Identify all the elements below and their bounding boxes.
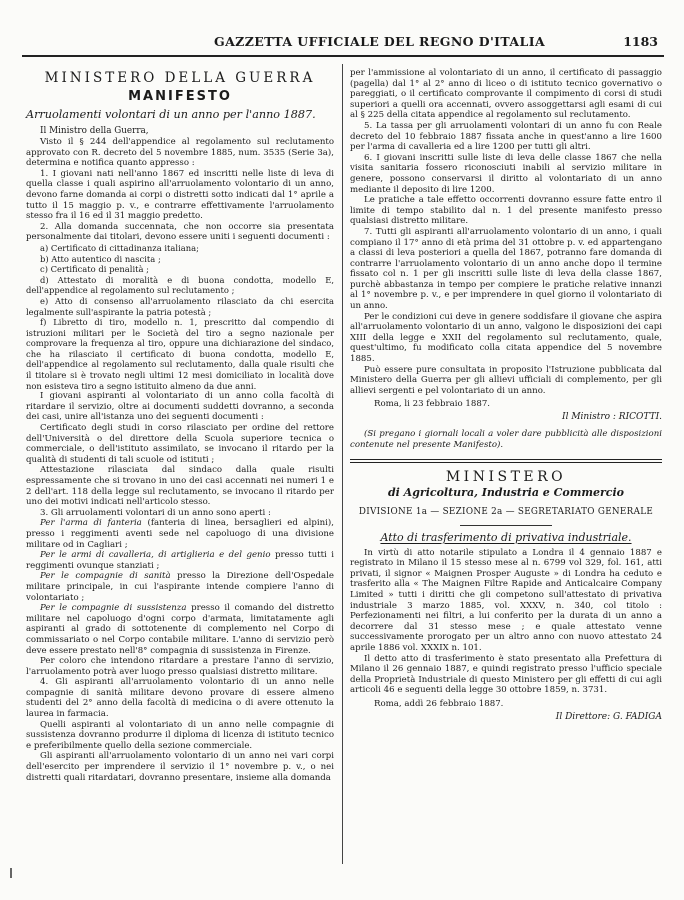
inline-label: Per l'arma di fanteria	[40, 518, 142, 529]
paragraph: Gli aspiranti all'arruolamento volontario di un anno nei vari corpi dell'esercito per imprendere il servizio il 1° novembre p. v., o nei distretti quali ritardatari, dovranno presentare, insieme alla domanda	[26, 751, 334, 783]
inline-text: presso il comando del distretto militare nel capoluogo d'ogni corpo d'armata, limitatamente agli aspiranti al grado di sottotenente di complemento nel Corpo di commissariato o nel Corpo contabile militare. L'anno di servizio però deve essere prestato nell'8° compagnia di sussistenza in Firenze.	[26, 603, 334, 656]
paragraph	[26, 518, 334, 550]
manifesto-subtitle: Arruolamenti volontari di un anno per l'anno 1887.	[26, 108, 316, 121]
inline-label: Per le compagnie di sanità	[40, 571, 171, 582]
list-item: f) Libretto di tiro, modello n. 1, prescritto dal compendio di istruzioni militari per le Società del tiro a segno nazionale per comprovare la frequenza al tiro, oppure una dichiarazione del sindaco, che ha rilasciato il certificato di buona condotta, modello E, dell'appendice al regolamento sul reclutamento, dalla quale risulti che il titolare si è trovato negli ultimi 12 mesi domiciliato in località dove non esisteva tiro a segno istituito almeno da due anni.	[26, 317, 334, 391]
inline-label: Per le compagnie di sussistenza	[40, 603, 187, 614]
left-column	[26, 68, 334, 783]
list-item: c) Certificato di penalità ;	[40, 264, 149, 275]
paragraph: Il detto atto di trasferimento è stato presentato alla Prefettura di Milano il 26 gennaio 1887, e quindi registrato presso l'ufficio speciale della Proprietà Industriale di questo Ministero per gli effetti di cui agli articoli 46 e seguenti della legge 30 ottobre 1859, n. 3731.	[350, 653, 662, 696]
paragraph: I giovani aspiranti al volontariato di un anno colla facoltà di ritardare il servizio, oltre ai documenti suddetti dovranno, a seconda dei casi, unire all'istanza uno dei seguenti documenti :	[26, 391, 334, 423]
paragraph	[26, 550, 334, 571]
paragraph: 1. I giovani nati nell'anno 1867 ed inscritti nelle liste di leva di quella classe i quali aspirino all'arruolamento volontario di un anno, devono farne domanda ai corpi o distretti sotto indicati dal 1° aprile a tutto il 15 maggio p. v., e contrarre effettivamente l'arruolamento stesso fra il 16 ed il 31 maggio predetto.	[26, 168, 334, 222]
minister-line: Il Ministro della Guerra,	[40, 126, 149, 136]
paragraph: 2. Alla domanda succennata, che non occorre sia presentata personalmente dai titolari, devono essere uniti i seguenti documenti :	[26, 221, 334, 243]
division-line: DIVISIONE 1a — SEZIONE 2a — SEGRETARIATO GENERALE	[358, 506, 654, 517]
inline-text: presso la Direzione dell'Ospedale militare principale, in cui l'aspirante intende compiere l'anno di volontariato ;	[26, 571, 334, 603]
paragraph	[26, 571, 334, 603]
divider	[460, 525, 552, 526]
act-title: Atto di trasferimento di privativa industriale.	[380, 530, 632, 544]
paragraph: per l'ammissione al volontariato di un anno, il certificato di passaggio (pagella) dal 1° al 2° anno di liceo o di istituto tecnico governativo o pareggiati, o il certificato comprovante il compimento di corsi di studi superiori a quelli ora accennati, ovvero assoggettarsi agli esami di cui al § 225 della citata appendice al regolamento sul reclutamento.	[350, 68, 662, 121]
inline-text: (fanteria di linea, bersaglieri ed alpini), presso i reggimenti aventi sede nel capoluogo di una divisione militare od in Cagliari ;	[26, 518, 334, 550]
signature-minister: Il Ministro : RICOTTI.	[562, 412, 662, 423]
column-divider	[342, 64, 343, 864]
paragraph: 7. Tutti gli aspiranti all'arruolamento volontario di un anno, i quali compiano il 17° anno di età prima del 31 ottobre p. v. ed appartengano a classi di leva posteriori a quella del 1867, potranno fare domanda di contrarre l'arruolamento volontario di un anno anche dopo il termine fissato col n. 1 per gli inscritti sulle liste di leva della classe 1867, purchè abbastanza in tempo per compiere le pratiche relative innanzi al 1° novembre p. v., e per imprendere in quel giorno il volontariato di un anno.	[350, 226, 662, 312]
section-rule	[350, 459, 662, 463]
department-title: di Agricoltura, Industria e Commercio	[387, 485, 625, 499]
paragraph: Certificato degli studi in corso rilasciato per ordine del rettore dell'Università o del direttore della Scuola superiore tecnica o commerciale, o dell'istituto assimilato, se invocano il ritardo per la qualità di studenti di tali scuole od istituti ;	[26, 423, 334, 465]
ministry-title: MINISTERO	[445, 468, 567, 485]
paragraph: 5. La tassa per gli arruolamenti volontari di un anno fu con Reale decreto del 10 febbraio 1887 fissata anche in quest'anno a lire 1600 per l'arma di cavalleria ed a lire 1200 per tutti gli altri.	[350, 120, 662, 153]
right-column	[350, 68, 662, 723]
paragraph: Per coloro che intendono ritardare a prestare l'anno di servizio, l'arruolamento potrà aver luogo presso qualsiasi distretto militare.	[26, 656, 334, 677]
paragraph: Le pratiche a tale effetto occorrenti dovranno essure fatte entro il limite di tempo stabilito dal n. 1 del presente manifesto presso qualsiasi distretto militare.	[350, 195, 662, 227]
inline-label: Per le armi di cavalleria, di artiglieria e del genio	[40, 550, 271, 561]
paragraph: Visto il § 244 dell'appendice al regolamento sul reclutamento approvato con R. decreto del 5 novembre 1885, num. 3535 (Serie 3a), determina e notifica quanto appresso :	[26, 137, 334, 169]
manifesto-title: MANIFESTO	[128, 89, 232, 104]
page-header	[24, 34, 664, 50]
header-rule	[22, 55, 664, 57]
paragraph: 6. I giovani inscritti sulle liste di leva delle classe 1867 che nella visita sanitaria fossero riconosciuti inabili al servizio militare in genere, possono conservarsi il diritto al volontariato di un anno mediante il deposito di lire 1200.	[350, 152, 662, 195]
list-item: e) Atto di consenso all'arruolamento rilasciato da chi esercita legalmente sull'aspirante la patria potestà ;	[26, 295, 334, 317]
list-item: d) Attestato di moralità e di buona condotta, modello E, dell'appendice al regolamento sul reclutamento ;	[26, 274, 334, 296]
paragraph: Attestazione rilasciata dal sindaco dalla quale risulti espressamente che si trovano in uno dei casi accennati nei numeri 1 e 2 dell'art. 118 della legge sul reclutamento, se invocano il ritardo per uno dei motivi indicati nell'articolo stesso.	[26, 465, 334, 508]
paragraph: 3. Gli arruolamenti volontari di un anno sono aperti :	[40, 507, 271, 518]
paragraph: 4. Gli aspiranti all'arruolamento volontario di un anno nelle compagnie di sanità militare devono provare di essere almeno studenti del 2° anno della facoltà di medicina o di avere ottenuto la laurea in farmacia.	[26, 677, 334, 720]
ministry-title: MINISTERO DELLA GUERRA	[44, 70, 316, 86]
gazette-title: GAZZETTA UFFICIALE DEL REGNO D'ITALIA	[214, 34, 546, 49]
page-number: 1183	[623, 34, 658, 49]
list-item: a) Certificato di cittadinanza italiana;	[40, 242, 199, 253]
paragraph	[26, 603, 334, 656]
paragraph: In virtù di atto notarile stipulato a Londra il 4 gennaio 1887 e registrato in Milano il 15 stesso mese al n. 6799 vol 329, fol. 161, atti privati, il signor « Maignen Prosper Auguste » di Londra ha ceduto e trasferito alla « The Maignen Filtre Rapide and Anticalcaire Company Limited » tutti i diritti che gli competono sull'attestato di privativa industriale 3 marzo 1885, vol. XXXV, n. 340, col titolo : Perfezionamenti nei filtri, a lui conferito per la durata di un anno a decorrere dal 31 stesso mese ; e quale attestato venne successivamente prorogato per un altro anno con nuovo attestato 24 aprile 1886 vol. XXXIX n. 101.	[350, 547, 662, 653]
date-line: Roma, addì 26 febbraio 1887.	[374, 698, 504, 709]
publication-note: (Si pregano i giornali locali a voler dare pubblicità alle disposizioni contenute nel presente Manifesto).	[350, 429, 662, 450]
paragraph: Quelli aspiranti al volontariato di un anno nelle compagnie di sussistenza dovranno produrre il diploma di licenza di istituto tecnico e preferibilmente quello della sezione commerciale.	[26, 719, 334, 751]
documents-list	[26, 243, 334, 391]
date-line: Roma, li 23 febbraio 1887.	[374, 399, 491, 410]
signature-director: Il Direttore: G. FADIGA	[555, 711, 662, 722]
paragraph: Per le condizioni cui deve in genere soddisfare il giovane che aspira all'arruolamento volontario di un anno, valgono le disposizioni dei capi XIII della legge e XXII del regolamento sul reclutamento, quale, quest'ultimo, fu modificato colla citata appendice del 5 novembre 1885.	[350, 311, 662, 365]
inline-text: presso tutti i reggimenti ovunque stanziati ;	[26, 550, 335, 571]
margin-mark	[10, 868, 12, 878]
list-item: b) Atto autentico di nascita ;	[40, 253, 161, 264]
paragraph: Può essere pure consultata in proposito l'Istruzione pubblicata dal Ministero della Guerra per gli allievi ufficiali di complemento, per gli allievi sergenti e pel volontariato di un anno.	[350, 364, 662, 396]
